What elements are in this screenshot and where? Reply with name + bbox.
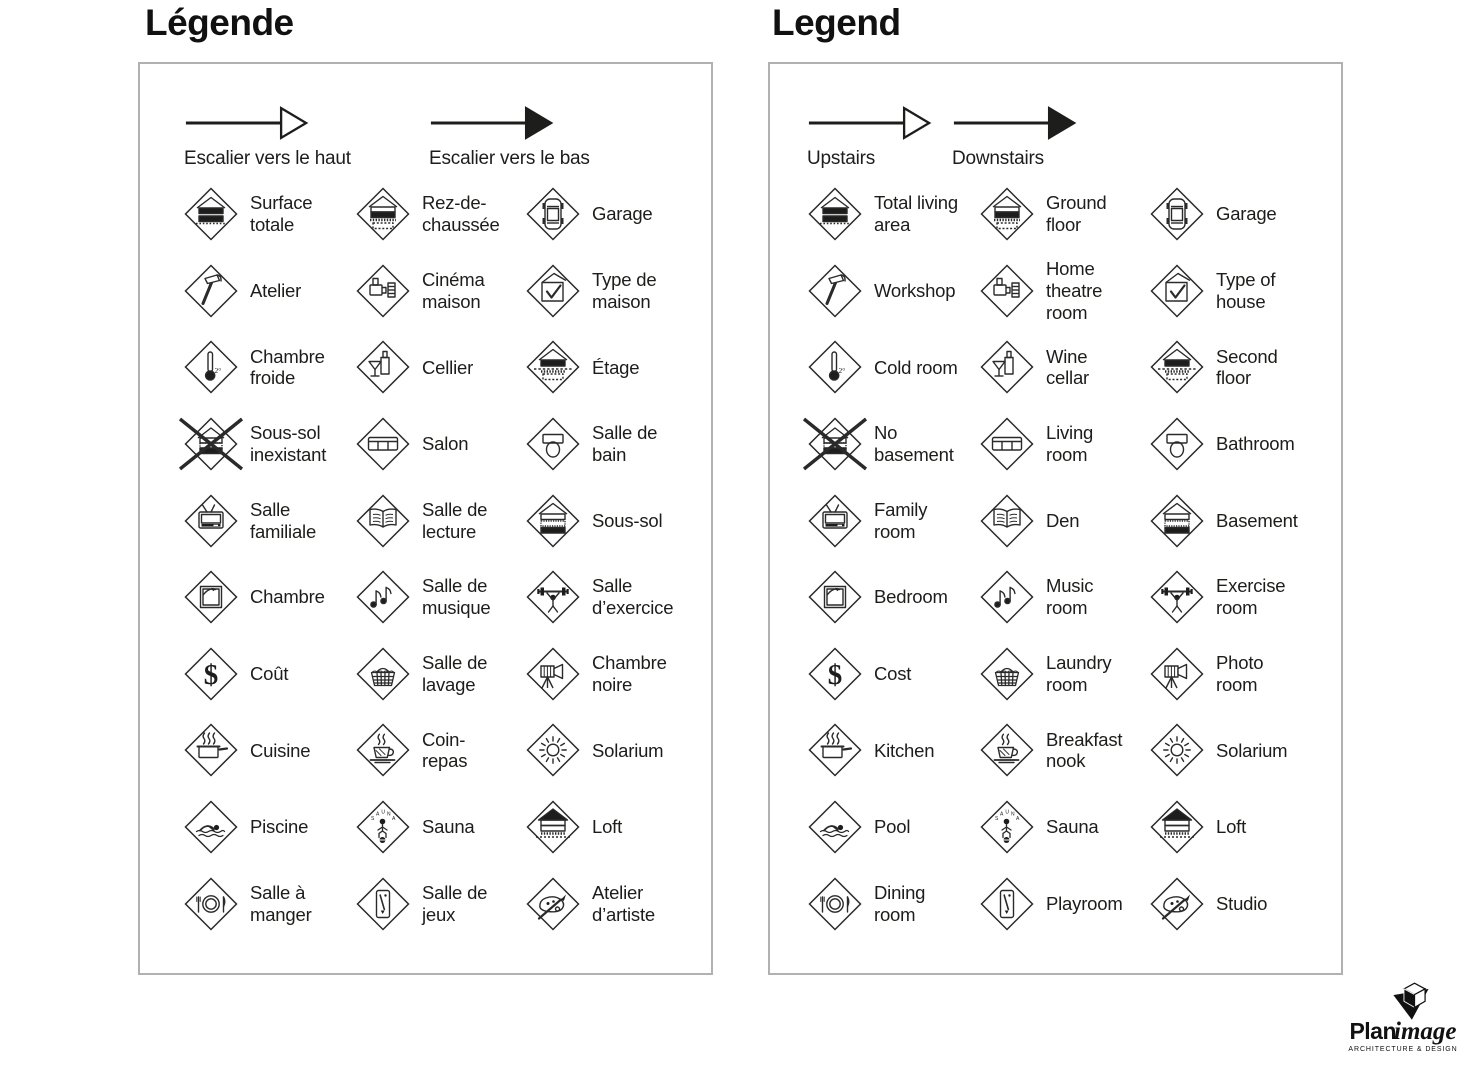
legend-item-label: Loft	[592, 816, 623, 838]
weights-icon	[1150, 570, 1204, 624]
legend-item	[808, 406, 980, 483]
cup-icon	[356, 723, 410, 777]
legend-item	[808, 176, 980, 253]
dollar-icon	[808, 647, 862, 701]
legend-item-label: Wine cellar	[1046, 345, 1090, 389]
toilet-icon	[1150, 417, 1204, 471]
sofa-icon	[356, 417, 410, 471]
legend-item-label: Salle de musique	[422, 575, 491, 619]
stair-arrows-row	[770, 64, 1341, 170]
legend-item-label: Coût	[250, 662, 289, 684]
tv-icon	[808, 494, 862, 548]
cup-icon	[980, 723, 1034, 777]
planimage-brand	[1338, 1018, 1468, 1046]
house-loft-icon	[1150, 800, 1204, 854]
legend-item	[184, 712, 356, 789]
legend-item	[526, 329, 711, 406]
legend-item-label: Loft	[1216, 816, 1247, 838]
house-ground-icon	[356, 187, 410, 241]
legend-item-label: Atelier	[250, 279, 302, 301]
legend-item-label: Garage	[1216, 203, 1277, 225]
legend-item	[1150, 176, 1341, 253]
pool-table-icon	[980, 877, 1034, 931]
book-icon	[356, 494, 410, 548]
legend-item-label: Salle d’exercice	[592, 575, 674, 619]
house-nobasement-icon	[808, 417, 862, 471]
legend-item-label: Salle de bain	[592, 422, 658, 466]
legend-item-label: Type of house	[1216, 269, 1276, 312]
legend-item-label: Salle de lavage	[422, 652, 488, 695]
legend-item-label: Chambre froide	[250, 345, 325, 389]
legend-item	[980, 406, 1150, 483]
stair-arrow	[807, 104, 952, 170]
legend-item-label: Photo room	[1216, 652, 1264, 695]
legend-item-label: Sauna	[1046, 816, 1099, 838]
house-second-icon	[526, 340, 580, 394]
legend-item	[526, 789, 711, 866]
legend-item-label: Cost	[874, 662, 912, 684]
weights-icon	[526, 570, 580, 624]
legend-item	[1150, 329, 1341, 406]
legend-item-label: Surface totale	[250, 192, 313, 236]
legend-item	[1150, 406, 1341, 483]
legend-item	[808, 636, 980, 713]
pot-icon	[184, 723, 238, 777]
legend-item	[184, 176, 356, 253]
house-loft-icon	[526, 800, 580, 854]
music-icon	[356, 570, 410, 624]
sun-icon	[526, 723, 580, 777]
legend-item-label: Piscine	[250, 816, 309, 838]
arrow-filled-icon	[429, 104, 554, 142]
legend-item	[980, 329, 1150, 406]
hammer-icon	[808, 264, 862, 318]
legend-item	[808, 559, 980, 636]
legend-item-label: Chambre	[250, 586, 325, 608]
legend-item-label: Solarium	[592, 739, 664, 761]
palette-icon	[1150, 877, 1204, 931]
thermometer-icon	[184, 340, 238, 394]
legend-item-label: Family room	[874, 498, 928, 542]
legend-item	[526, 406, 711, 483]
house-check-icon	[526, 264, 580, 318]
house-basement-icon	[1150, 494, 1204, 548]
legend-item	[356, 789, 526, 866]
legend-item-label: Total living area	[874, 192, 958, 236]
brand-plan: Plan	[1349, 1018, 1397, 1044]
legend-item	[980, 559, 1150, 636]
legend-item	[184, 253, 356, 330]
legend-panel-en	[768, 62, 1343, 975]
legend-item-label: No basement	[874, 422, 954, 466]
legend-item-label: Playroom	[1046, 892, 1123, 914]
house-ground-icon	[980, 187, 1034, 241]
legend-item	[356, 865, 526, 942]
legend-item-label: Exercise room	[1216, 575, 1286, 619]
legend-item	[356, 176, 526, 253]
legend-item	[184, 636, 356, 713]
stair-arrows-row	[140, 64, 711, 170]
legend-item-label: Sous-sol	[592, 509, 663, 531]
legend-item-label: Salle à manger	[250, 881, 312, 925]
legend-item	[1150, 636, 1341, 713]
projector-icon	[980, 264, 1034, 318]
legend-item	[356, 482, 526, 559]
garage-car-icon	[1150, 187, 1204, 241]
legend-item-label: Cinéma maison	[422, 269, 485, 312]
house-second-icon	[1150, 340, 1204, 394]
brand-image: image	[1394, 1018, 1457, 1045]
legend-item-label: Ground floor	[1046, 192, 1107, 236]
legend-item-label: Pool	[874, 816, 911, 838]
sofa-icon	[980, 417, 1034, 471]
legend-item	[356, 559, 526, 636]
legend-item	[356, 253, 526, 330]
legend-item	[1150, 482, 1341, 559]
legend-item-label: Cellier	[422, 356, 474, 378]
legend-item	[1150, 865, 1341, 942]
legend-item	[980, 636, 1150, 713]
legend-grid	[770, 176, 1341, 942]
stair-arrow	[429, 104, 590, 170]
legend-item-label: Atelier d’artiste	[592, 881, 655, 925]
legend-item	[526, 559, 711, 636]
dining-icon	[808, 877, 862, 931]
projector-icon	[356, 264, 410, 318]
legend-item	[808, 253, 980, 330]
legend-item	[184, 559, 356, 636]
swimmer-icon	[808, 800, 862, 854]
legend-item	[526, 712, 711, 789]
house-check-icon	[1150, 264, 1204, 318]
stair-arrow	[184, 104, 429, 170]
legend-item-label: Living room	[1046, 422, 1094, 466]
toilet-icon	[526, 417, 580, 471]
sauna-icon	[356, 800, 410, 854]
book-icon	[980, 494, 1034, 548]
house-total-icon	[808, 187, 862, 241]
legend-item-label: Salle familiale	[250, 498, 317, 542]
arrow-outline-icon	[807, 104, 932, 142]
legend-item	[356, 329, 526, 406]
legend-item-label: Bedroom	[874, 586, 948, 608]
legend-item-label: Rez-de-chaussée	[422, 192, 500, 236]
dollar-icon	[184, 647, 238, 701]
stair-arrow-label: Downstairs	[952, 148, 1044, 169]
brand-tagline: ARCHITECTURE & DESIGN	[1348, 1046, 1458, 1053]
legend-item	[356, 636, 526, 713]
legend-item-label: Salon	[422, 433, 469, 455]
legend-item-label: Type de maison	[592, 269, 657, 312]
legend-item-label: Music room	[1046, 575, 1094, 619]
legend-item	[808, 712, 980, 789]
legend-item	[526, 176, 711, 253]
legend-item-label: Sous-sol inexistant	[250, 422, 327, 466]
legend-item	[980, 865, 1150, 942]
legend-item-label: Chambre noire	[592, 652, 667, 695]
music-icon	[980, 570, 1034, 624]
legend-item-label: Cold room	[874, 356, 958, 378]
pool-table-icon	[356, 877, 410, 931]
window-icon	[808, 570, 862, 624]
legend-item-label: Garage	[592, 203, 653, 225]
legend-item	[526, 482, 711, 559]
legend-item	[526, 636, 711, 713]
legend-item-label: Sauna	[422, 816, 475, 838]
arrow-filled-icon	[952, 104, 1077, 142]
legend-item	[980, 482, 1150, 559]
legend-item-label: Cuisine	[250, 739, 311, 761]
camera-icon	[1150, 647, 1204, 701]
legend-item	[980, 176, 1150, 253]
legend-item	[980, 253, 1150, 330]
swimmer-icon	[184, 800, 238, 854]
stair-arrow-label: Escalier vers le bas	[429, 148, 590, 169]
legend-item	[808, 482, 980, 559]
legend-item-label: Dining room	[874, 881, 926, 925]
legend-item	[1150, 253, 1341, 330]
legend-item	[356, 406, 526, 483]
legend-item-label: Salle de lecture	[422, 498, 488, 542]
planimage-logo	[1338, 981, 1468, 1053]
legend-title-fr: Légende	[145, 2, 294, 43]
legend-item-label: Kitchen	[874, 739, 935, 761]
wine-icon	[980, 340, 1034, 394]
legend-item	[184, 482, 356, 559]
legend-item	[184, 406, 356, 483]
legend-item-label: Solarium	[1216, 739, 1288, 761]
legend-item-label: Coin-repas	[422, 728, 468, 772]
legend-item-label: Laundry room	[1046, 652, 1112, 695]
basket-icon	[356, 647, 410, 701]
house-basement-icon	[526, 494, 580, 548]
legend-item-label: Den	[1046, 509, 1080, 531]
legend-item-label: Home theatre room	[1046, 258, 1103, 323]
pot-icon	[808, 723, 862, 777]
legend-item	[808, 865, 980, 942]
legend-title-en: Legend	[772, 2, 901, 43]
legend-item-label: Studio	[1216, 892, 1268, 914]
legend-item-label: Salle de jeux	[422, 881, 488, 925]
legend-item	[1150, 712, 1341, 789]
arrow-outline-icon	[184, 104, 309, 142]
house-nobasement-icon	[184, 417, 238, 471]
legend-item	[526, 253, 711, 330]
legend-grid	[140, 176, 711, 942]
wine-icon	[356, 340, 410, 394]
legend-item	[184, 329, 356, 406]
legend-item-label: Workshop	[874, 279, 956, 301]
legend-item-label: Second floor	[1216, 345, 1278, 389]
tv-icon	[184, 494, 238, 548]
legend-item	[526, 865, 711, 942]
legend-item	[1150, 559, 1341, 636]
legend-item	[184, 865, 356, 942]
legend-item	[356, 712, 526, 789]
legend-item-label: Bathroom	[1216, 433, 1295, 455]
camera-icon	[526, 647, 580, 701]
legend-item-label: Basement	[1216, 509, 1298, 531]
garage-car-icon	[526, 187, 580, 241]
legend-item-label: Breakfast nook	[1046, 728, 1123, 772]
legend-item	[808, 789, 980, 866]
legend-item	[980, 789, 1150, 866]
sauna-icon	[980, 800, 1034, 854]
stair-arrow-label: Escalier vers le haut	[184, 148, 351, 169]
dining-icon	[184, 877, 238, 931]
hammer-icon	[184, 264, 238, 318]
house-total-icon	[184, 187, 238, 241]
stair-arrow-label: Upstairs	[807, 148, 876, 169]
thermometer-icon	[808, 340, 862, 394]
legend-item	[808, 329, 980, 406]
legend-item	[1150, 789, 1341, 866]
legend-item	[980, 712, 1150, 789]
stair-arrow	[952, 104, 1077, 170]
legend-panel-fr	[138, 62, 713, 975]
window-icon	[184, 570, 238, 624]
legend-item-label: Étage	[592, 356, 640, 378]
basket-icon	[980, 647, 1034, 701]
legend-item	[184, 789, 356, 866]
palette-icon	[526, 877, 580, 931]
sun-icon	[1150, 723, 1204, 777]
